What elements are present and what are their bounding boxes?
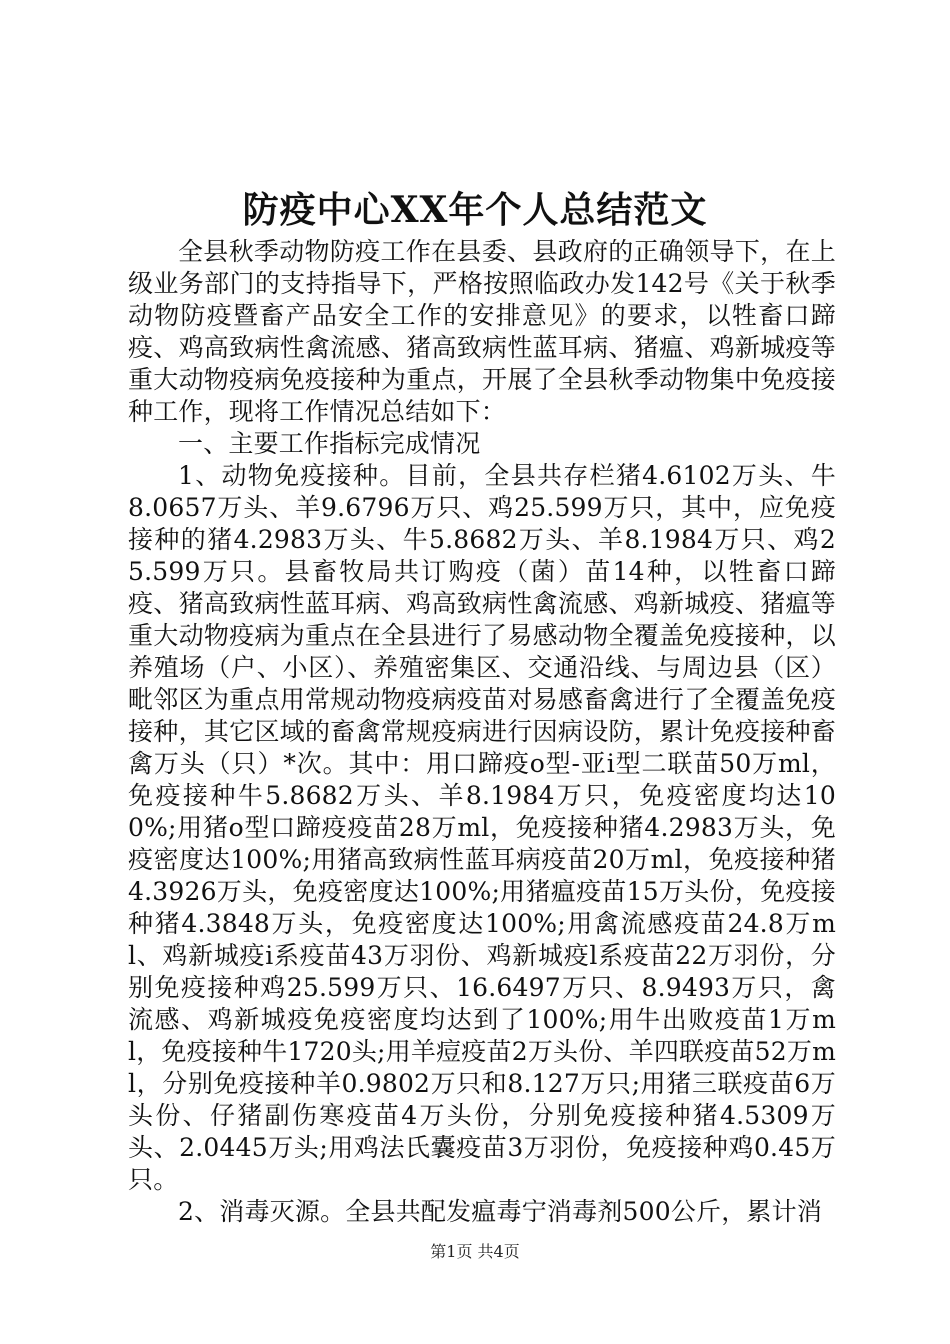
paragraph-disinfection: 2、消毒灭源。全县共配发瘟毒宁消毒剂500公斤，累计消: [178, 1197, 823, 1226]
page-footer: 第1页 共4页: [430, 1242, 520, 1261]
document-title: 防疫中心XX年个人总结范文: [242, 189, 708, 231]
document-body: [128, 236, 836, 1228]
paragraph-animal-immunization: 1、动物免疫接种。目前，全县共存栏猪4.6102万头、牛8.0657万头、羊9.6796万只、鸡25.599万只，其中，应免疫接种的猪4.2983万头、牛5.8682万头、羊8.1984万只、鸡25.599万只。县畜牧局共订购疫（菌）苗14种，以牲畜口蹄疫、猪高致病性蓝耳病、鸡高致病性禽流感、鸡新城疫、猪瘟等重大动物疫病为重点在全县进行了易感动物全覆盖免疫接种，以养殖场（户、小区）、养殖密集区、交通沿线、与周边县（区）毗邻区为重点用常规动物疫病疫苗对易感畜禽进行了全覆盖免疫接种，其它区域的畜禽常规疫病进行因病设防，累计免疫接种畜禽万头（只）*次。其中：用口蹄疫o型-亚ⅰ型二联苗50万ml，免疫接种牛5.8682万头、羊8.1984万只，免疫密度均达100%;用猪o型口蹄疫疫苗28万ml，免疫接种猪4.2983万头，免疫密度达100%;用猪高致病性蓝耳病疫苗20万ml，免疫接种猪4.3926万头，免疫密度达100%;用猪瘟疫苗15万头份，免疫接种猪4.3848万头，免疫密度达100%;用禽流感疫苗24.8万ml、鸡新城疫ⅰ系疫苗43万羽份、鸡新城疫l系疫苗22万羽份，分别免疫接种鸡25.599万只、16.6497万只、8.9493万只，禽流感、鸡新城疫免疫密度均达到了100%;用牛出败疫苗1万ml，免疫接种牛1720头;用羊痘疫苗2万头份、羊四联疫苗52万ml，分别免疫接种羊0.9802万只和8.127万只;用猪三联疫苗6万头份、仔猪副伤寒疫苗4万头份，分别免疫接种猪4.5309万头、2.0445万头;用鸡法氏囊疫苗3万羽份，免疫接种鸡0.45万只。: [128, 461, 836, 1194]
paragraph-intro: 全县秋季动物防疫工作在县委、县政府的正确领导下，在上级业务部门的支持指导下，严格按照临政办发142号《关于秋季动物防疫暨畜产品安全工作的安排意见》的要求，以牲畜口蹄疫、鸡高致病性禽流感、猪高致病性蓝耳病、猪瘟、鸡新城疫等重大动物疫病免疫接种为重点，开展了全县秋季动物集中免疫接种工作，现将工作情况总结如下：: [128, 237, 836, 426]
section-heading-main-indicators: 一、主要工作指标完成情况: [178, 429, 481, 458]
